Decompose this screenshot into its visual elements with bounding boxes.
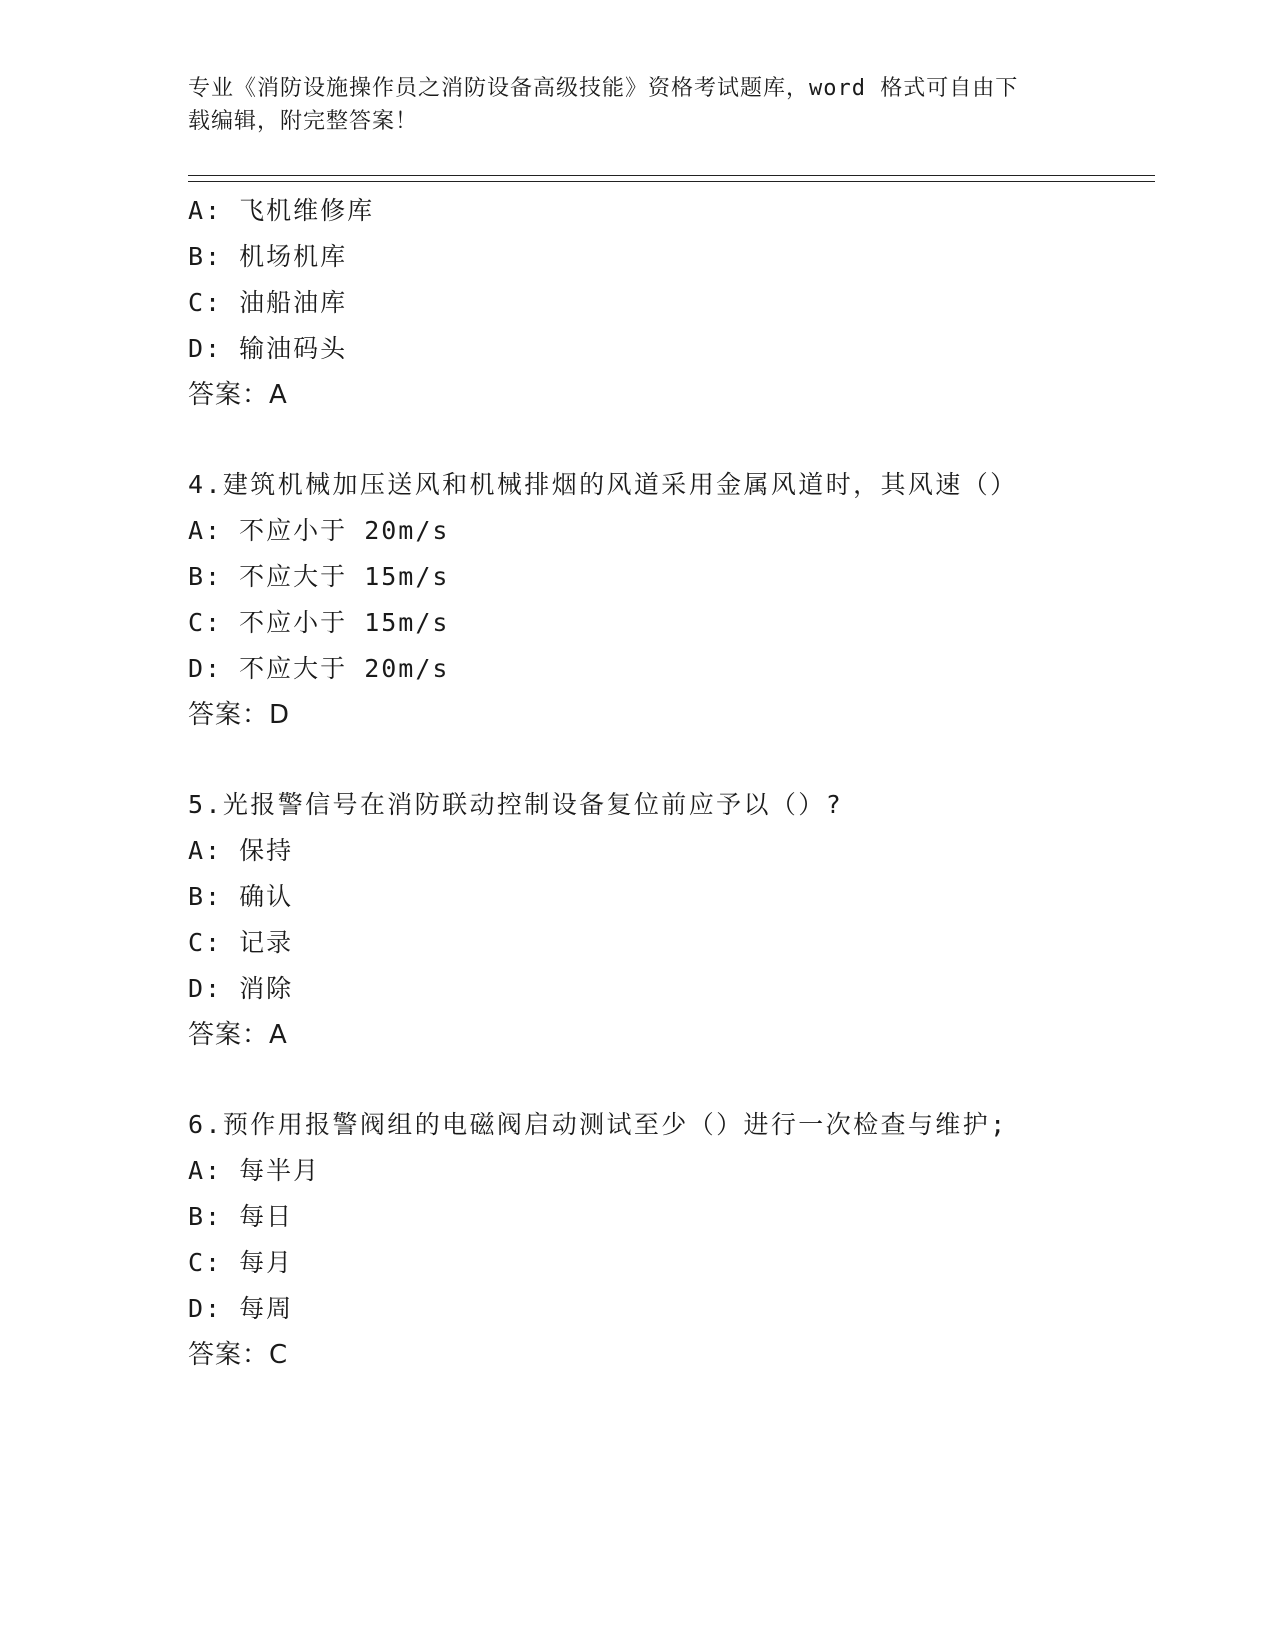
option-a: A: 飞机维修库 <box>188 196 375 225</box>
answer-line: 答案：C <box>188 1340 289 1370</box>
question-title: 4.建筑机械加压送风和机械排烟的风道采用金属风道时，其风速（） <box>188 470 1018 499</box>
document-header <box>188 72 1088 138</box>
answer-line: 答案：A <box>188 1020 288 1050</box>
question-title: 5.光报警信号在消防联动控制设备复位前应予以（）? <box>188 790 844 819</box>
option-b: B: 确认 <box>188 882 294 911</box>
option-b: B: 每日 <box>188 1202 294 1231</box>
option-a: A: 不应小于 20m/s <box>188 516 450 545</box>
option-c: C: 记录 <box>188 928 294 957</box>
option-d: D: 消除 <box>188 974 294 1003</box>
option-c: C: 不应小于 15m/s <box>188 608 450 637</box>
answer-line: 答案：A <box>188 380 288 410</box>
header-divider-top <box>188 175 1155 176</box>
option-a: A: 保持 <box>188 836 294 865</box>
answer-line: 答案：D <box>188 700 291 730</box>
option-c: C: 油船油库 <box>188 288 348 317</box>
question-partial <box>188 188 1148 418</box>
question-5 <box>188 782 1148 1058</box>
option-a: A: 每半月 <box>188 1156 321 1185</box>
question-title: 6.预作用报警阀组的电磁阀启动测试至少（）进行一次检查与维护; <box>188 1110 1008 1139</box>
header-line-1: 专业《消防设施操作员之消防设备高级技能》资格考试题库，word 格式可自由下 <box>188 76 1019 101</box>
question-4 <box>188 462 1148 738</box>
option-c: C: 每月 <box>188 1248 294 1277</box>
option-b: B: 不应大于 15m/s <box>188 562 450 591</box>
question-6 <box>188 1102 1148 1378</box>
option-b: B: 机场机库 <box>188 242 348 271</box>
option-d: D: 不应大于 20m/s <box>188 654 450 683</box>
header-divider-bottom <box>188 181 1155 182</box>
option-d: D: 输油码头 <box>188 334 348 363</box>
option-d: D: 每周 <box>188 1294 294 1323</box>
question-list <box>188 188 1148 1378</box>
header-line-2: 载编辑，附完整答案！ <box>188 109 419 134</box>
